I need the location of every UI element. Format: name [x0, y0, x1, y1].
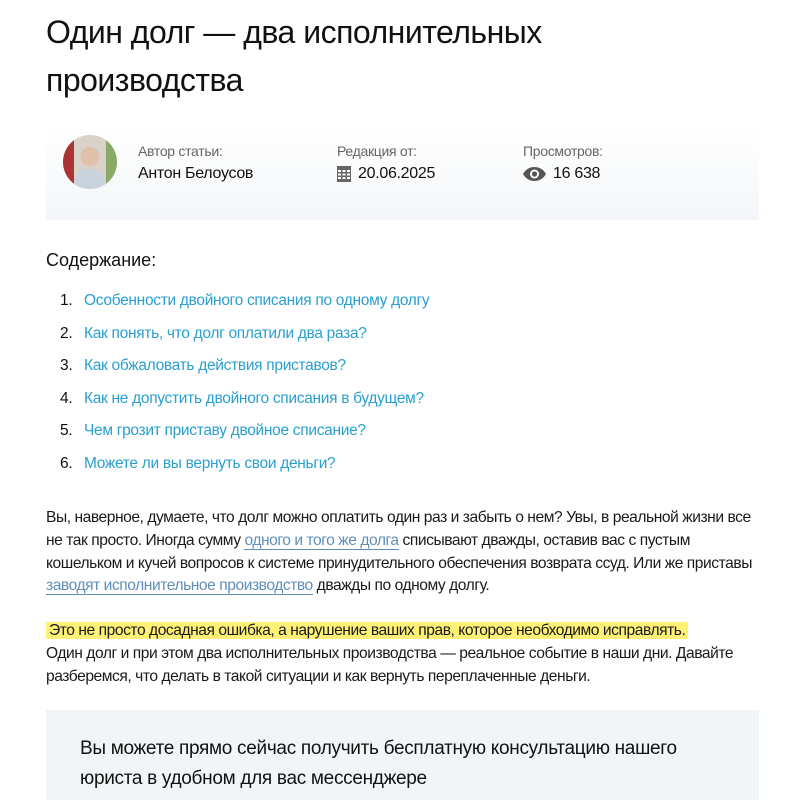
- author-name: Антон Белоусов: [138, 165, 254, 182]
- intro-paragraph: [46, 507, 761, 598]
- author-block: [138, 143, 253, 183]
- text: дважды по одному долгу.: [312, 577, 490, 595]
- toc-number: 6.: [60, 454, 73, 472]
- toc-number: 3.: [60, 357, 73, 375]
- date-block: [337, 143, 435, 183]
- toc-item: [60, 448, 429, 481]
- highlighted-text: Это не просто досадная ошибка, а нарушение ваших прав, которое необходимо исправлять.: [46, 622, 688, 639]
- toc-item: [60, 350, 429, 383]
- table-of-contents: [60, 285, 429, 481]
- toc-link[interactable]: Можете ли вы вернуть свои деньги?: [84, 454, 336, 472]
- views-count: 16 638: [553, 165, 601, 182]
- toc-link[interactable]: Как понять, что долг оплатили два раза?: [84, 324, 367, 342]
- page-title: Один долг — два исполнительных производства: [46, 14, 542, 98]
- link-enforcement-proceedings[interactable]: заводят исполнительное производство: [46, 577, 313, 595]
- toc-link[interactable]: Как обжаловать действия приставов?: [84, 357, 346, 375]
- consultation-banner: [46, 710, 759, 800]
- toc-item: [60, 318, 429, 351]
- calendar-icon: [337, 166, 351, 182]
- toc-link[interactable]: Особенности двойного списания по одному долгу: [84, 292, 430, 309]
- toc-item: [60, 383, 429, 416]
- author-label: Автор статьи:: [138, 143, 223, 159]
- toc-number: 5.: [60, 422, 73, 440]
- toc-link[interactable]: Чем грозит приставу двойное списание?: [84, 422, 366, 440]
- toc-title: Содержание:: [46, 250, 157, 270]
- edit-date: 20.06.2025: [358, 165, 436, 182]
- text: Вы, наверное, думаете, что долг можно оплатить один раз и забыть о нем? Увы, в реальной жизни все не так просто. Иногда сумму: [46, 509, 751, 549]
- article-meta: [46, 125, 759, 220]
- second-paragraph: [46, 620, 761, 688]
- toc-number: 1.: [60, 292, 73, 309]
- consultation-text: Вы можете прямо сейчас получить бесплатную консультацию нашего юриста в удобном для вас мессенджере: [80, 738, 677, 789]
- date-label: Редакция от:: [337, 143, 417, 159]
- text: списывают дважды, оставив вас с пустым кошельком и кучей вопросов к системе принудительного обеспечения возврата ссуд. Или же приставы: [46, 531, 752, 572]
- toc-number: 2.: [60, 324, 73, 342]
- toc-number: 4.: [60, 389, 73, 407]
- views-block: [523, 143, 603, 183]
- toc-item: [60, 415, 429, 448]
- author-avatar: [63, 135, 117, 189]
- eye-icon: [523, 167, 546, 181]
- views-label: Просмотров:: [523, 143, 603, 159]
- link-same-debt[interactable]: одного и того же долга: [244, 531, 399, 549]
- toc-item: [60, 285, 429, 318]
- text: Один долг и при этом два исполнительных производства — реальное событие в наши дни. Давайте разберемся, что делать в такой ситуации и как вернуть переплаченные деньги.: [46, 644, 734, 685]
- toc-link[interactable]: Как не допустить двойного списания в будущем?: [84, 389, 424, 407]
